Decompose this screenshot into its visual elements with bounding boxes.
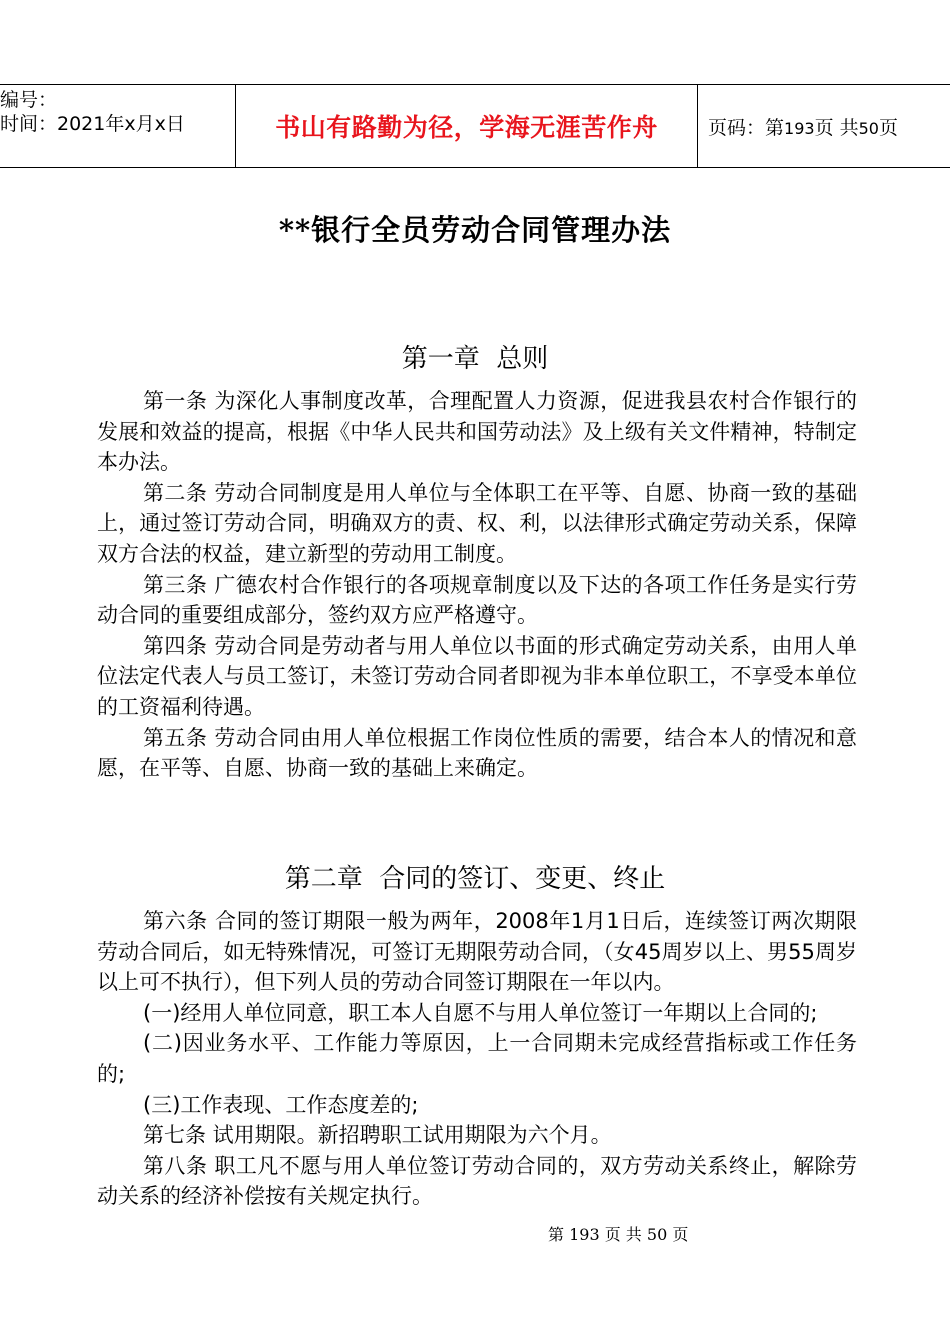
- page-code-current: 193: [784, 118, 815, 138]
- article-paragraph: 第八条 职工凡不愿与用人单位签订劳动合同的，双方劳动关系终止，解除劳动关系的经济补偿按有关规定执行。: [97, 1153, 857, 1209]
- article-paragraph: 第一条 为深化人事制度改革，合理配置人力资源，促进我县农村合作银行的发展和效益的提高，根据《中华人民共和国劳动法》及上级有关文件精神，特制定本办法。: [97, 389, 857, 475]
- page-code: [708, 113, 898, 140]
- article-paragraph: 第六条 合同的签订期限一般为两年，2008年1月1日后，连续签订两次期限劳动合同后，如无特殊情况，可签订无期限劳动合同，（女45周岁以上、男55周岁以上可不执行），但下列人员的劳动合同签订期限在一年以内。: [97, 909, 857, 995]
- chapter-heading: 第一章 总则: [401, 344, 549, 374]
- article-paragraph: 第五条 劳动合同由用人单位根据工作岗位性质的需要，结合本人的情况和意愿，在平等、自愿、协商一致的基础上来确定。: [97, 725, 857, 781]
- time-label: 时间：2021年x月x日: [0, 113, 185, 135]
- article-paragraph: 第四条 劳动合同是劳动者与用人单位以书面的形式确定劳动关系，由用人单位法定代表人与员工签订，未签订劳动合同者即视为非本单位职工，不享受本单位的工资福利待遇。: [97, 633, 857, 719]
- article-paragraph: 第七条 试用期限。新招聘职工试用期限为六个月。: [143, 1123, 612, 1148]
- article-paragraph: 第三条 广德农村合作银行的各项规章制度以及下达的各项工作任务是实行劳动合同的重要组成部分，签约双方应严格遵守。: [97, 572, 857, 628]
- list-item: (三)工作表现、工作态度差的;: [143, 1092, 419, 1117]
- header-page-code-cell: [698, 85, 950, 167]
- chapter-heading: 第二章 合同的签订、变更、终止: [284, 864, 666, 894]
- page-code-mid: 页 共: [814, 116, 859, 139]
- list-item: (一)经用人单位同意，职工本人自愿不与用人单位签订一年期以上合同的;: [143, 1000, 818, 1025]
- motto-text: 书山有路勤为径，学海无涯苦作舟: [275, 113, 658, 142]
- header-table: [0, 84, 950, 168]
- chapter-body: [97, 906, 857, 1212]
- chapter-body: [97, 386, 857, 784]
- page-code-prefix: 页码：第: [708, 116, 785, 139]
- document-title: **银行全员劳动合同管理办法: [278, 213, 672, 247]
- serial-number-label: 编号：: [0, 89, 58, 111]
- page-code-suffix: 页: [878, 116, 898, 139]
- header-motto-cell: [236, 85, 698, 167]
- list-item: (二)因业务水平、工作能力等原因，上一合同期未完成经营指标或工作任务的;: [97, 1031, 857, 1086]
- header-info-cell: [0, 85, 236, 167]
- page-footer: 第 193 页 共 50 页: [548, 1225, 689, 1244]
- page-code-total: 50: [858, 118, 879, 138]
- article-paragraph: 第二条 劳动合同制度是用人单位与全体职工在平等、自愿、协商一致的基础上，通过签订劳动合同，明确双方的责、权、利，以法律形式确定劳动关系，保障双方合法的权益，建立新型的劳动用工制度。: [97, 480, 857, 566]
